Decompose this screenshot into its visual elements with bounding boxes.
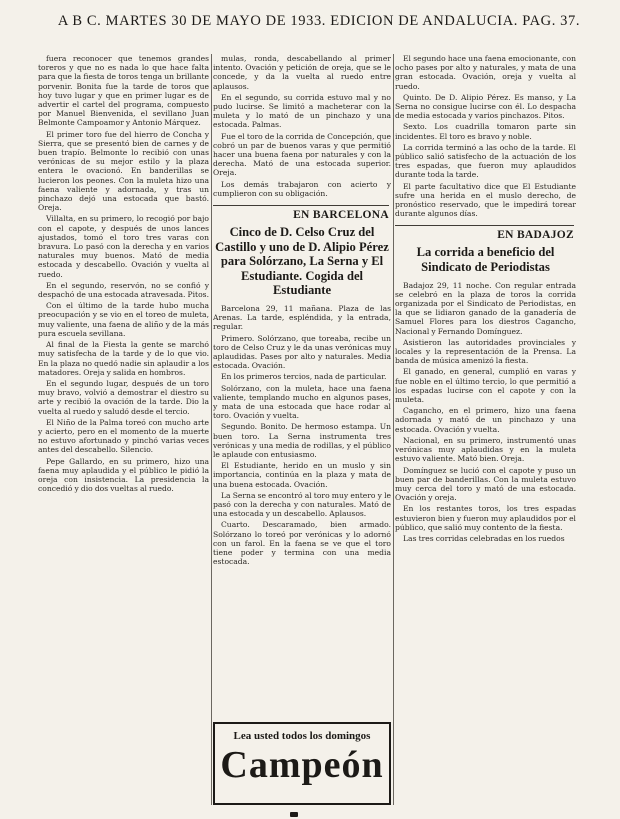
article-paragraph: Al final de la Fiesta la gente se marchó muy satisfecha de la tarde y de lo que vio. En la plaza no quedó nadie sin aplaudir a los matadores. Oreja y salida en hombros. (38, 340, 209, 377)
article-paragraph: Villalta, en su primero, lo recogió por bajo con el capote, y después de unos lances ajustados, tomó el toro tres varas con bravura. Lo pasó con la derecha y en varios naturales muy buenos. Mató de media estocada y descabello. Ovación y vuelta al ruedo. (38, 214, 209, 279)
article-paragraph: fuera reconocer que tenemos grandes toreros y que no es nada lo que hace falta para que la fiesta de toros tenga un brillante porvenir. Bonita fue la tarde de toros que hoy tuvo lugar y que en primer lugar es de advertir el cartel del programa, compuesto por Manuel Bienvenida, el sevillano Juan Belmonte Campoamor y Antonio Márquez. (38, 54, 209, 128)
article-paragraph: Domínguez se lució con el capote y puso un buen par de banderillas. Con la muleta estuvo muy cerca del toro y mató de una estocada. Ovación y oreja. (395, 465, 576, 503)
campeon-advertisement (213, 722, 391, 805)
article-paragraph: Barcelona 29, 11 mañana. Plaza de las Arenas. La tarde, espléndida, y la entrada, regular. (213, 304, 391, 332)
article-paragraph: Sexto. Los cuadrilla tomaron parte sin incidentes. El toro es bravo y noble. (395, 122, 576, 141)
column-3 (395, 54, 576, 805)
article-paragraph: Solórzano, con la muleta, hace una faena valiente, templando mucho en algunos pases, y mata de una estocada que hace rodar al toro. Ovación y vuelta. (213, 383, 391, 421)
article-paragraph: En los restantes toros, los tres espadas estuvieron bien y fueron muy aplaudidos por el público, que salió muy contento de la fiesta. (395, 504, 576, 532)
article-paragraph: Nacional, en su primero, instrumentó unas verónicas muy aplaudidas y en la muleta estuvo valiente. Mató bien. Oreja. (395, 435, 576, 464)
article-paragraph: La corrida terminó a las ocho de la tarde. El público salió satisfecho de la actuación de los tres espadas, que fueron muy aplaudidos durante toda la tarde. (395, 142, 576, 180)
article-headline-badajoz: La corrida a beneficio del Sindicato de Periodistas (416, 245, 555, 275)
ad-title: Campeón (220, 744, 384, 786)
column-rule-right (393, 54, 394, 805)
article-paragraph: Asistieron las autoridades provinciales y locales y la representación de la Prensa. La banda de música amenizó la fiesta. (395, 337, 576, 366)
article-paragraph: Los demás trabajaron con acierto y cumplieron con su obligación. (213, 179, 391, 198)
column-rule-left (211, 54, 212, 805)
article-headline-barcelona: Cinco de D. Celso Cruz del Castillo y uno de D. Alipio Pérez para Solórzano, La Serna y El Estudiante. Cogida del Estudiante (215, 225, 389, 298)
article-paragraph: Cagancho, en el primero, hizo una faena adornada y mató de un pinchazo y una estocada. Ovación y vuelta. (395, 406, 576, 434)
article-paragraph: El Niño de la Palma toreó con mucho arte y acierto, pero en el momento de la muerte no estuvo afortunado y pinchó varias veces antes del descabello. Silencio. (38, 417, 209, 455)
column-1 (38, 54, 209, 805)
article-paragraph: En el segundo lugar, después de un toro muy bravo, volvió a demostrar el diestro su arte y recibió la ovación de la tarde. Dio la vuelta al ruedo y saludó desde el tercio. (38, 378, 209, 416)
article-paragraph: El parte facultativo dice que El Estudiante sufre una herida en el muslo derecho, de pronóstico reservado, que le impedirá torear durante algunos días. (395, 181, 576, 219)
column-2 (213, 54, 391, 719)
article-paragraph: Segundo. Bonito. De hermoso estampa. Un buen toro. La Serna instrumenta tres verónicas y una media de rodillas, y el público le aplaude con entusiasmo. (213, 422, 391, 460)
section-heading-barcelona: EN BARCELONA (213, 205, 389, 221)
article-paragraph: Cuarto. Descaramado, bien armado. Solórzano lo toreó por verónicas y lo adornó con un farol. En la faena se ve que el toro tiene poder y termina con una media estocada. (213, 520, 391, 567)
section-heading-badajoz: EN BADAJOZ (395, 225, 574, 241)
article-paragraph: En el segundo, reservón, no se confió y despachó de una estocada atravesada. Pitos. (38, 280, 209, 300)
page-bottom-mark (290, 812, 298, 817)
article-paragraph: Con el último de la tarde hubo mucha preocupación y se vio en el toreo de muleta, muy valiente, una faena de aliño y de la más pura escuela sevillana. (38, 301, 209, 338)
article-paragraph: mulas, ronda, descabellando al primer intento. Ovación y petición de oreja, que se le concede, y da la vuelta al ruedo entre aplausos. (213, 54, 391, 91)
article-paragraph: El primer toro fue del hierro de Concha y Sierra, que se presentó bien de carnes y de buen trapío. Belmonte lo recibió con unas verónicas de su mejor estilo y la plaza entera le ovacionó. En banderillas se lucieron los peones. Con la muleta hizo una faena valiente y adornada, y tras un pinchazo dejó una estocada que bastó. Oreja. (38, 129, 209, 213)
article-paragraph: Badajoz 29, 11 noche. Con regular entrada se celebró en la plaza de toros la corrida organizada por el Sindicato de Periodistas, en la que se lidiaron ganado de la ganadería de Samuel Flores para los diestros Cagancho, Nacional y Fernando Domínguez. (395, 280, 576, 336)
article-paragraph: En los primeros tercios, nada de particular. (221, 372, 387, 382)
article-paragraph: Pepe Gallardo, en su primero, hizo una faena muy aplaudida y el público le pidió la oreja con insistencia. La presidencia la concedió y dio dos vueltas al ruedo. (38, 456, 209, 494)
article-paragraph: La Serna se encontró al toro muy entero y le pasó con la derecha y con naturales. Mató de una estocada y un descabello. Aplausos. (213, 490, 391, 519)
article-paragraph: El Estudiante, herido en un muslo y sin importancia, continúa en la plaza y mata de una buena estocada. Ovación. (213, 461, 391, 489)
article-paragraph: El segundo hace una faena emocionante, con ocho pases por alto y naturales, y mata de una gran estocada. Ovación, oreja y vuelta al ruedo. (395, 54, 576, 91)
article-paragraph: Fue el toro de la corrida de Concepción, que cobró un par de buenos varas y que permitió hacer una buena faena por naturales y con la derecha. Mató de una estocada superior. Oreja. (213, 131, 391, 178)
article-paragraph: Las tres corridas celebradas en los ruedos (403, 533, 565, 543)
article-paragraph: Primero. Solórzano, que toreaba, recibe un toro de Celso Cruz y le da unas verónicas muy aplaudidas. Pases por alto y naturales. Media estocada. Ovación. (213, 333, 391, 371)
article-paragraph: En el segundo, su corrida estuvo mal y no pudo lucirse. Se limitó a macheterar con la muleta y lo mató de un pinchazo y una estocada. Palmas. (213, 92, 391, 130)
page-header: A B C. MARTES 30 DE MAYO DE 1933. EDICION DE ANDALUCIA. PAG. 37. (57, 13, 581, 29)
article-paragraph: El ganado, en general, cumplió en varas y fue noble en el último tercio, lo que permitió a los espadas lucirse con el capote y con la muleta. (395, 367, 576, 405)
article-paragraph: Quinto. De D. Alipio Pérez. Es manso, y La Serna no consigue lucirse con él. Lo despacha de media estocada y varios pinchazos. Pitos. (395, 92, 576, 121)
ad-tagline: Lea usted todos los domingos (233, 730, 371, 742)
